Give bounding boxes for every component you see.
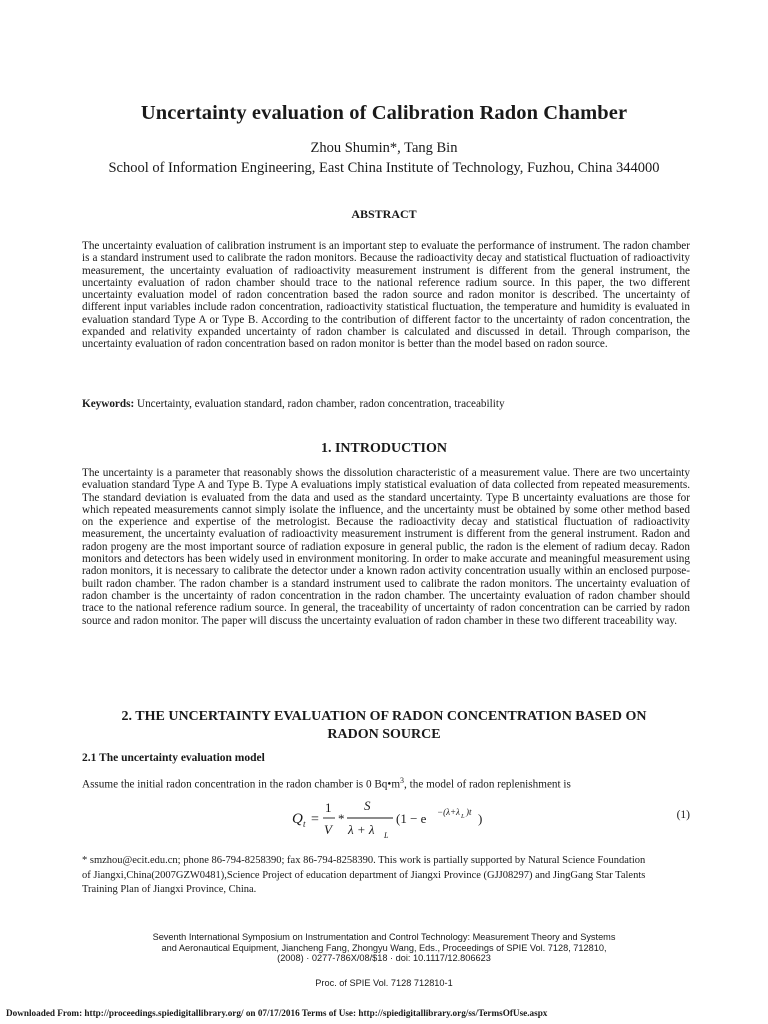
download-notice: Downloaded From: http://proceedings.spiedigitallibrary.org/ on 07/17/2016 Terms of Use: http://spiedigitallibrary.org/ss/TermsOfUse.aspx (6, 1008, 548, 1018)
abstract-body: The uncertainty evaluation of calibration instrument is an important step to evaluate the performance of instrument. The radon chamber is a standard instrument used to calibrate the radon monitors. Because the radioactivity decay and statistical fluctuation of radioactivity measurement, the uncertainty evaluation of radioactivity measurement instrument is different from the general instrument, the uncertainty evaluation of radon chamber should trace to the national reference radium source. In this paper, the two different uncertainty evaluation model of radon concentration based the radon source and radon monitor is described. The uncertainty of different input variables include radon concentration, radioactivity statistical fluctuation, the temperature and humidity is evaluated in evaluation standard Type A or Type B. According to the contribution of different factor to the uncertainty of radon concentration, the expanded and relativity expanded uncertainty of radon chamber is calculated and discussed in detail. Through comparison, the uncertainty evaluation of radon concentration based on radon monitor is better than the model based on radon source. (82, 240, 690, 351)
keywords-line (82, 398, 690, 411)
equation-number: (1) (676, 809, 690, 821)
eq-one: 1 (325, 800, 332, 815)
eq-paren-close: ) (478, 811, 483, 826)
author-affiliation: School of Information Engineering, East China Institute of Technology, Fuzhou, China 344000 (108, 160, 660, 176)
section-2-heading-line2: RADON SOURCE (327, 727, 441, 742)
section-1-body: The uncertainty is a parameter that reasonably shows the dissolution characteristic of a measurement value. There are two uncertainty evaluation standard Type A and Type B. Type A evaluations imply statistical evaluation of data collected from repeated measurements. The standard deviation is evaluated from the data and used as the standard uncertainty. Type B uncertainty evaluations are those for which repeated measurements cannot simply isolate the influence, and the uncertainty must be obtained by some other method based on the experience and expertise of the metrologist. Because the radioactivity decay and statistical fluctuation of radioactivity measurement, the uncertainty evaluation of radioactivity measurement instrument is different from the general instrument. Radon and radon progeny are the most important source of radiation exposure in general public, the radon is the element of radium decay. Radon monitors and detectors has been widely used in environment monitoring. In order to make accurate and meaningful measurement using radon monitors, it is necessary to calibrate the detector under a known radon activity concentration usually within an enclosed purpose-built radon chamber. The radon chamber is a standard instrument used to calibrate the radon monitors. The uncertainty evaluation of radon chamber is the uncertainty of radon concentration in the radon chamber. The uncertainty evaluation of radon chamber should trace to the national reference radium source. In general, the traceability of uncertainty of radon concentration can be carried by radon source and radon monitor. The paper will discuss the uncertainty evaluation of radon chamber in these two different traceability way. (82, 467, 690, 627)
proceedings-line-1: Seventh International Symposium on Instrumentation and Control Technology: Measurement Theory and Systems (152, 932, 616, 942)
eq-exponent-sub: L (461, 813, 465, 820)
footnote-line-2: of Jiangxi,China(2007GZW0481),Science Project of education department of Jiangxi Province (GJJ08297) and JingGang Star Talents (82, 869, 646, 881)
author-list: Zhou Shumin*, Tang Bin (310, 140, 458, 156)
model-intro-text: Assume the initial radon concentration in the radon chamber is 0 Bq•m (82, 778, 401, 791)
page-label: Proc. of SPIE Vol. 7128 712810-1 (315, 978, 453, 988)
author-footnote (82, 854, 694, 898)
eq-V: V (324, 822, 332, 837)
paper-title: Uncertainty evaluation of Calibration Radon Chamber (140, 102, 628, 124)
subsection-2-1-heading: 2.1 The uncertainty evaluation model (82, 752, 265, 764)
keywords-text: Uncertainty, evaluation standard, radon chamber, radon concentration, traceability (134, 398, 505, 410)
model-intro-exponent: 3 (400, 776, 405, 785)
proceedings-citation (110, 932, 658, 964)
section-1-heading: 1. INTRODUCTION (320, 441, 447, 456)
proceedings-line-2: and Aeronautical Equipment, Jiancheng Fang, Zhongyu Wang, Eds., Proceedings of SPIE Vol. 7128, 712810, (161, 942, 607, 953)
eq-exponent: −(λ+λ (437, 807, 460, 817)
proceedings-line-3: (2008) · 0277-786X/08/$18 · doi: 10.1117/12.806623 (277, 953, 491, 963)
eq-star: * (338, 811, 345, 826)
section-2-heading (86, 708, 682, 744)
eq-paren-open: (1 − e (396, 811, 427, 826)
eq-equals: = (311, 812, 319, 827)
footnote-line-1: * smzhou@ecit.edu.cn; phone 86-794-8258390; fax 86-794-8258390. This work is partially supported by Natural Science Foundation (82, 855, 646, 866)
eq-exponent-tail: )t (466, 807, 472, 817)
eq-S: S (364, 798, 371, 813)
equation-1 (280, 793, 510, 843)
eq-lhs-sub: t (303, 819, 306, 829)
abstract-heading: ABSTRACT (351, 207, 417, 221)
eq-denominator-sub: L (384, 831, 389, 840)
model-intro-sentence (82, 774, 690, 792)
eq-denominator: λ + λ (348, 822, 375, 837)
section-2-heading-line1: 2. THE UNCERTAINTY EVALUATION OF RADON CONCENTRATION BASED ON (121, 709, 647, 724)
keywords-label: Keywords: (82, 398, 135, 410)
footnote-line-3: Training Plan of Jiangxi Province, China. (82, 884, 257, 895)
model-intro-tail: , the model of radon replenishment is (404, 778, 571, 791)
eq-lhs: Q (292, 811, 303, 827)
